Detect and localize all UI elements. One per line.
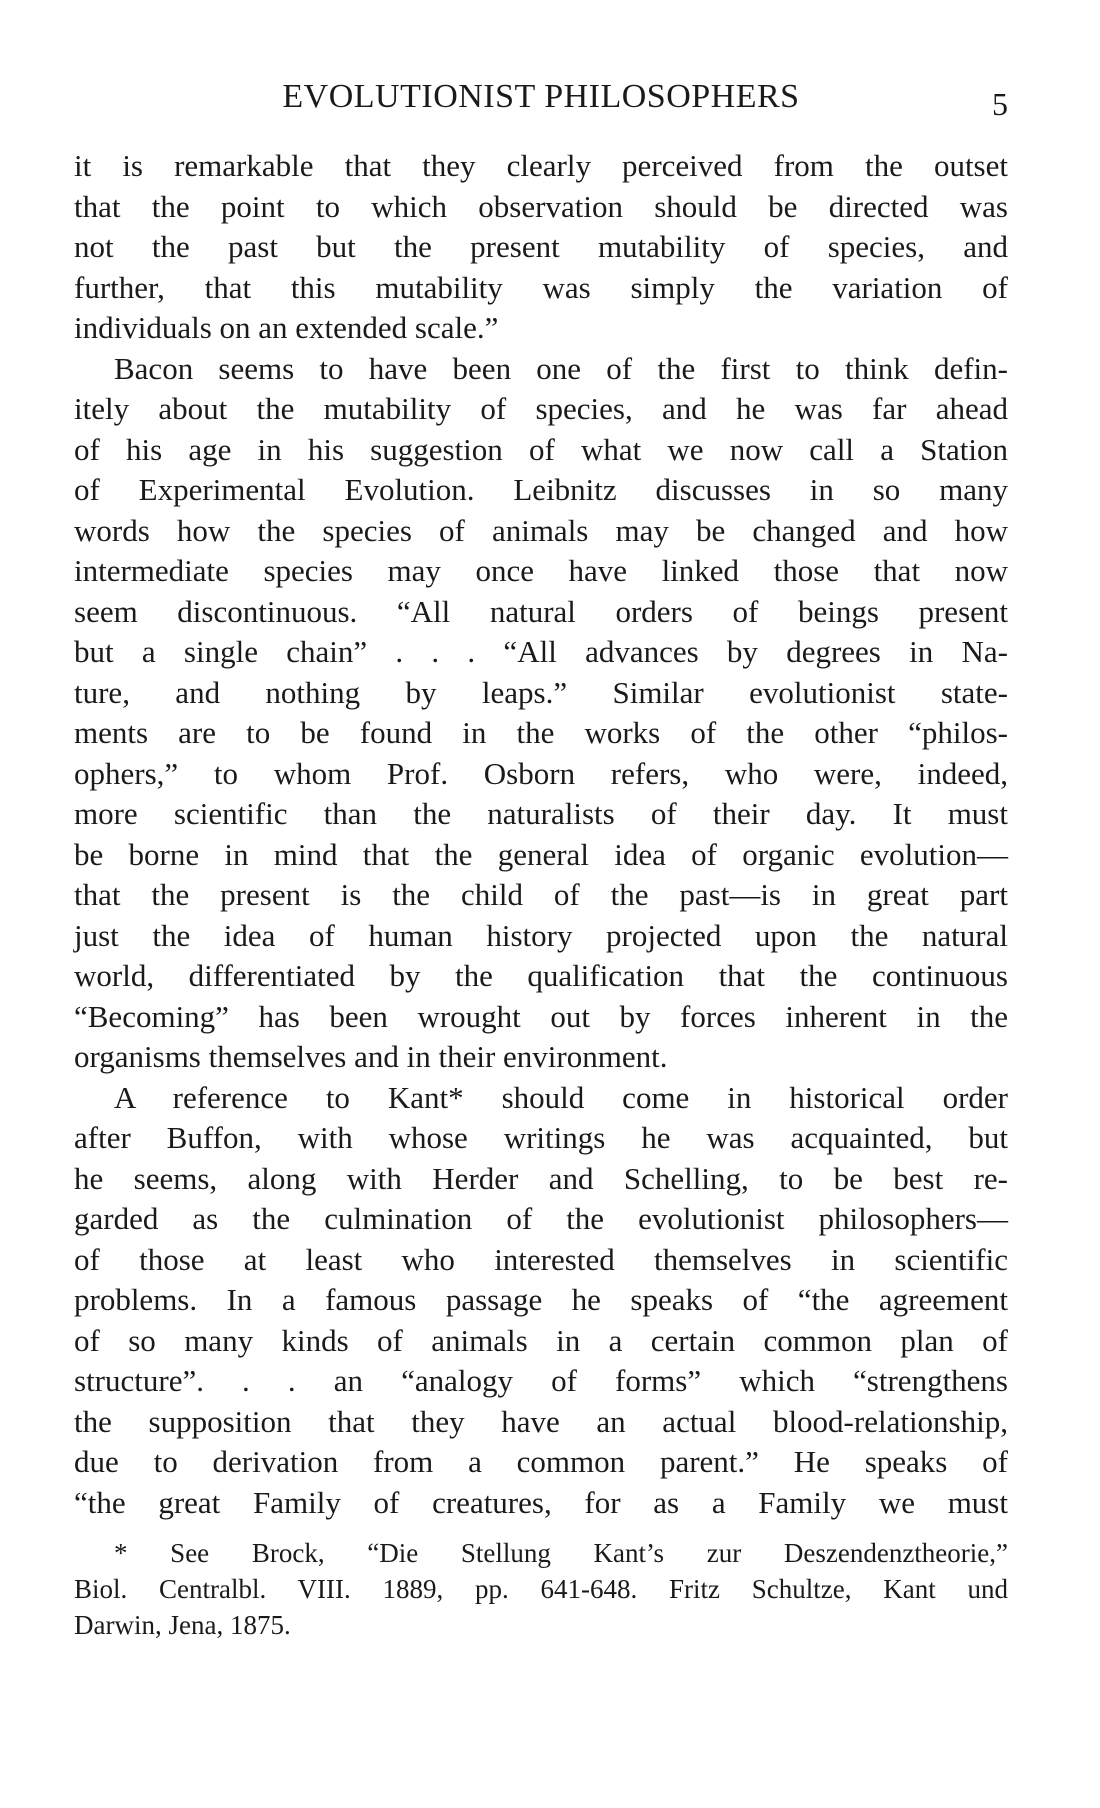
footnote-line: Biol. Centralbl. VIII. 1889, pp. 641-648. Fritz Schultze, Kant und [74,1574,1008,1604]
text-line: that the point to which observation should be directed was [74,188,1008,224]
text-line: ture, and nothing by leaps.” Similar evolutionist state- [74,674,1008,710]
text-line: not the past but the present mutability of species, and [74,229,1008,264]
text-line: he seems, along with Herder and Schelling, to be best re- [74,1160,1008,1196]
text-line: of Experimental Evolution. Leibnitz discusses in so many [74,472,1008,507]
text-line: world, differentiated by the qualification that the continuous [74,958,1008,993]
running-head [74,78,1008,126]
body-text [74,146,1008,1523]
text-line: garded as the culmination of the evolutionist philosophers— [74,1201,1008,1236]
text-line: ophers,” to whom Prof. Osborn refers, who were, indeed, [74,755,1008,791]
text-line: due to derivation from a common parent.” He speaks of [74,1444,1008,1479]
text-line: itely about the mutability of species, and he was far ahead [74,391,1008,426]
text-line: “the great Family of creatures, for as a Family we must [74,1484,1008,1520]
text-line: just the idea of human history projected upon the natural [74,917,1008,953]
text-line: be borne in mind that the general idea of organic evolution— [74,836,1008,872]
text-line: seem discontinuous. “All natural orders of beings present [74,593,1008,629]
text-line: structure”. . . an “analogy of forms” which “strengthens [74,1363,1008,1398]
paragraph-start-line: Bacon seems to have been one of the first to think defin- [114,350,1008,386]
text-line: of his age in his suggestion of what we now call a Station [74,431,1008,467]
text-line: ments are to be found in the works of the other “philos- [74,715,1008,750]
text-line: “Becoming” has been wrought out by forces inherent in the [74,998,1008,1034]
text-line: more scientific than the naturalists of their day. It must [74,796,1008,831]
text-line: but a single chain” . . . “All advances by degrees in Na- [74,634,1008,669]
footnote-line: * See Brock, “Die Stellung Kant’s zur Deszendenztheorie,” [114,1538,1008,1568]
page-number: 5 [992,86,1008,122]
text-line: it is remarkable that they clearly perceived from the outset [74,148,1008,183]
text-line: words how the species of animals may be changed and how [74,512,1008,548]
text-line: organisms themselves and in their environment. [74,1039,668,1074]
text-line: problems. In a famous passage he speaks of “the agreement [74,1282,1008,1317]
running-title: EVOLUTIONIST PHILOSOPHERS [282,78,800,115]
footnote-line: Darwin, Jena, 1875. [74,1610,291,1640]
text-line: the supposition that they have an actual blood-relationship, [74,1403,1008,1439]
footnote [74,1535,1008,1643]
text-line: individuals on an extended scale.” [74,310,499,345]
text-line: of those at least who interested themselves in scientific [74,1241,1008,1277]
text-line: of so many kinds of animals in a certain common plan of [74,1322,1008,1358]
text-line: further, that this mutability was simply the variation of [74,269,1008,305]
text-line: after Buffon, with whose writings he was acquainted, but [74,1120,1008,1155]
text-line: intermediate species may once have linked those that now [74,553,1008,588]
paragraph-start-line: A reference to Kant* should come in historical order [114,1079,1008,1115]
text-line: that the present is the child of the past—is in great part [74,877,1008,912]
